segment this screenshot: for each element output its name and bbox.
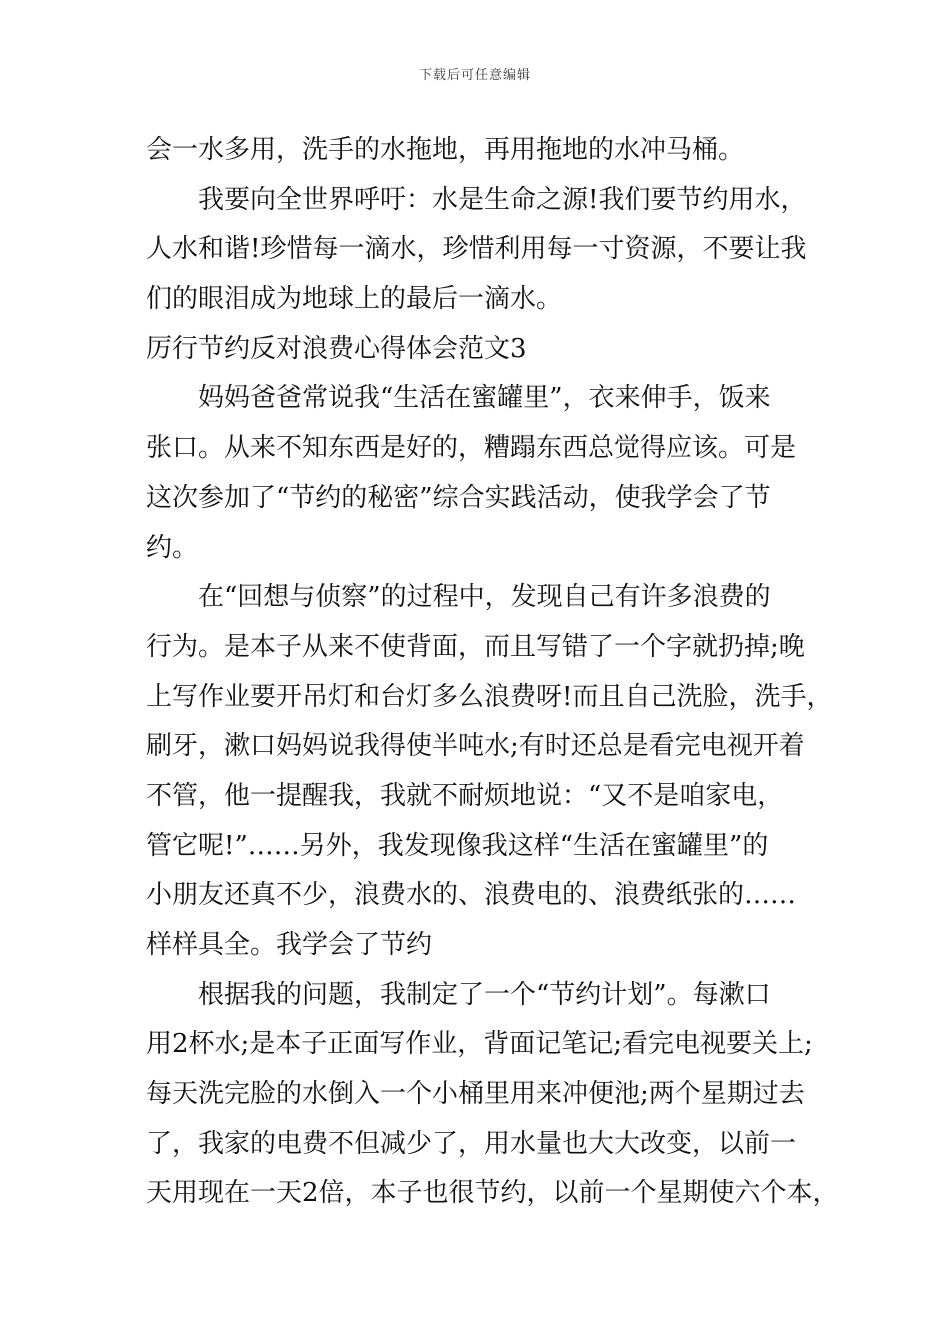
text-line: 行为。是本子从来不使背面，而且写错了一个字就扔掉;晚 <box>146 631 805 662</box>
text-line: 刷牙，漱口妈妈说我得使半吨水;有时还总是看完电视开着 <box>146 731 805 762</box>
text-line: 会一水多用，洗手的水拖地，再用拖地的水冲马桶。 <box>146 135 745 165</box>
text-line: 人水和谐!珍惜每一滴水，珍惜利用每一寸资源，不要让我 <box>146 234 807 265</box>
document-body <box>146 126 839 1219</box>
text-line: 张口。从来不知东西是好的，糟蹋东西总觉得应该。可是 <box>146 433 797 464</box>
text-line: 每天洗完脸的水倒入一个小桶里用来冲便池;两个星期过去 <box>146 1079 805 1110</box>
text-line: 了，我家的电费不但减少了，用水量也大大改变，以前一 <box>146 1128 797 1159</box>
text-line: 我要向全世界呼吁：水是生命之源!我们要节约用水， <box>198 184 807 215</box>
text-line: 根据我的问题，我制定了一个“节约计划”。每漱口 <box>198 979 771 1010</box>
text-line: 上写作业要开吊灯和台灯多么浪费呀!而且自己洗脸，洗手， <box>146 681 833 712</box>
text-line: 们的眼泪成为地球上的最后一滴水。 <box>146 284 563 315</box>
text-line: 这次参加了“节约的秘密”综合实践活动，使我学会了节 <box>146 482 771 513</box>
text-line: 管它呢!”……另外，我发现像我这样“生活在蜜罐里”的 <box>146 830 769 861</box>
text-line: 小朋友还真不少，浪费水的、浪费电的、浪费纸张的…… <box>146 880 797 911</box>
text-line: 妈妈爸爸常说我“生活在蜜罐里”，衣来伸手，饭来 <box>198 383 771 414</box>
page-header: 下载后可任意编辑 <box>418 68 531 83</box>
text-line: 约。 <box>146 532 199 563</box>
text-line: 样样具全。我学会了节约 <box>146 930 433 960</box>
text-line: 在“回想与侦察”的过程中，发现自己有许多浪费的 <box>198 582 771 613</box>
text-line: 天用现在一天2倍，本子也很节约，以前一个星期使六个本， <box>146 1178 839 1209</box>
text-line: 不管，他一提醒我，我就不耐烦地说：“又不是咱家电， <box>146 780 784 811</box>
text-line: 厉行节约反对浪费心得体会范文3 <box>146 333 527 364</box>
text-line: 用2杯水;是本子正面写作业，背面记笔记;看完电视要关上; <box>146 1029 813 1060</box>
